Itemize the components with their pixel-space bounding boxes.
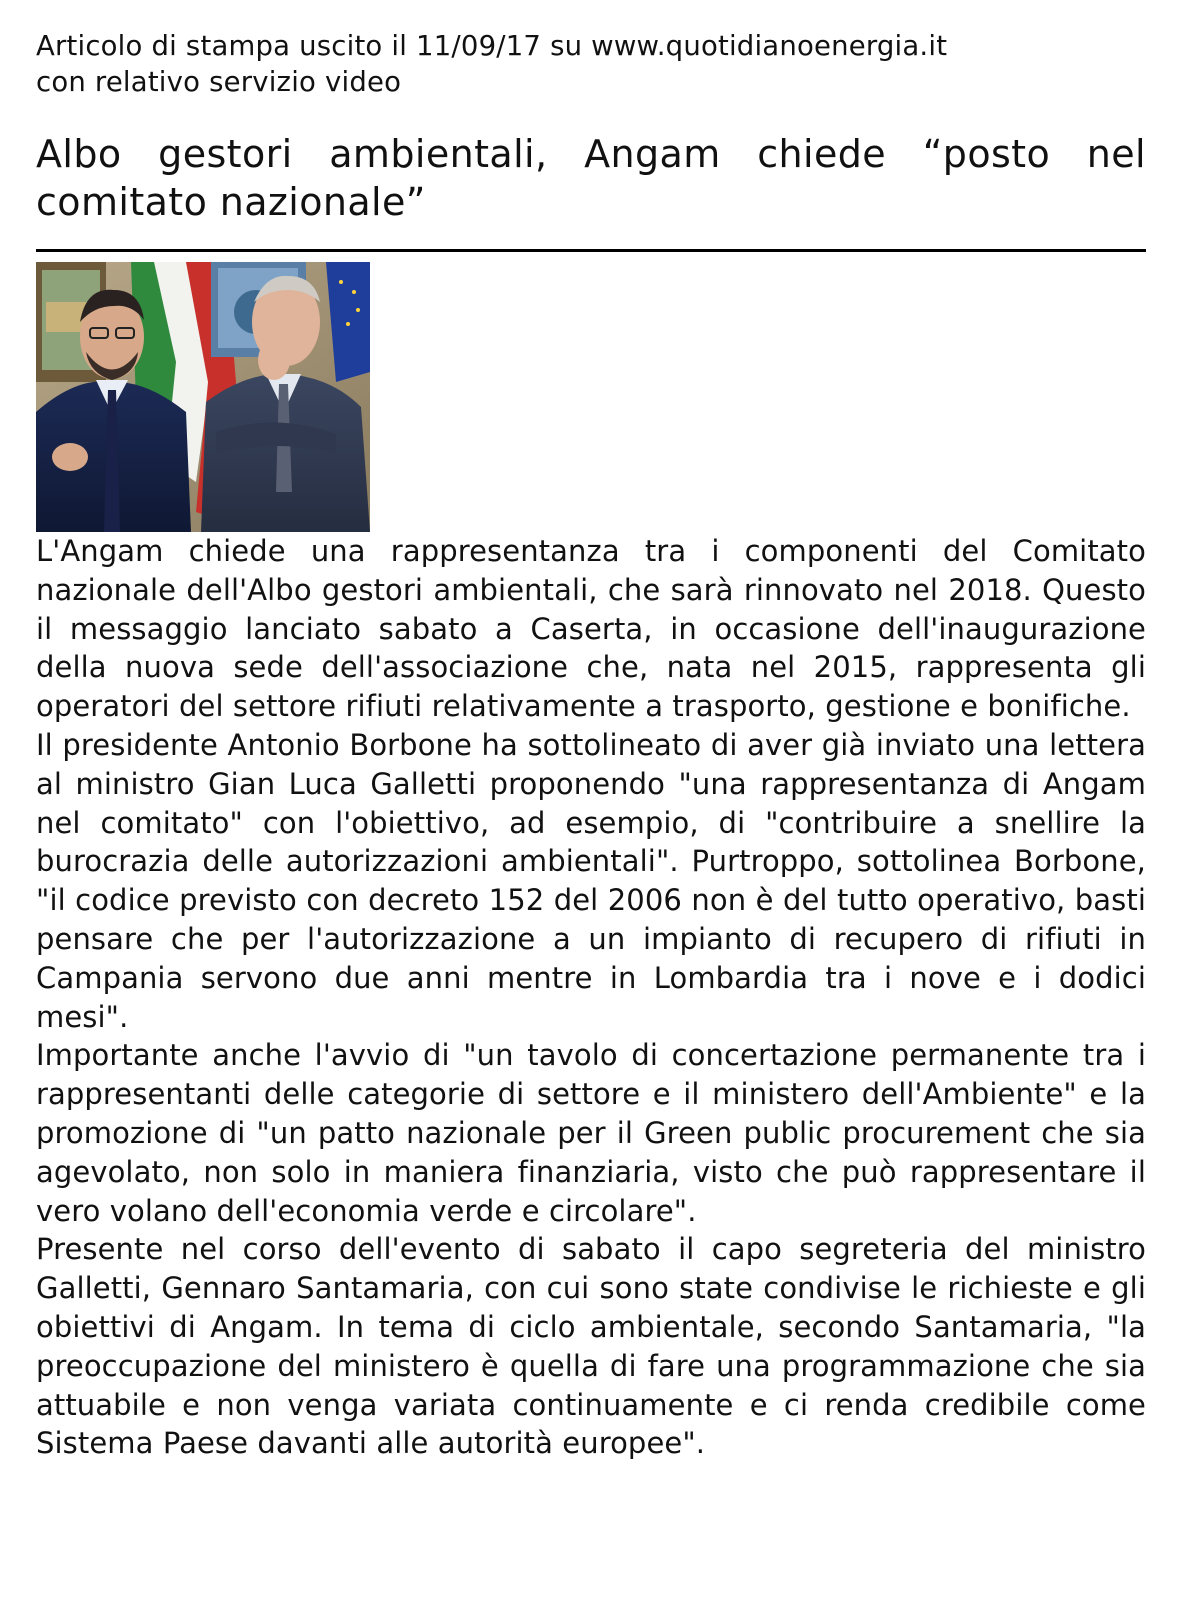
article-paragraph-4: Presente nel corso dell'evento di sabato il capo segreteria del ministro Galletti, Gennaro Santamaria, con cui sono state condivise le richieste e gli obiettivi di Angam. In tema di ciclo ambientale, secondo Santamaria, "la preoccupazione del ministero è quella di fare una programmazione che sia attuabile e non venga variata continuamente e ci renda credibile come Sistema Paese davanti alle autorità europee". [36, 1232, 1146, 1461]
publication-note-line1: Articolo di stampa uscito il 11/09/17 su www.quotidianoenergia.it [36, 30, 948, 62]
article-headline: Albo gestori ambientali, Angam chiede “posto nel comitato nazionale” [36, 132, 1146, 224]
article-photo [36, 262, 370, 532]
article-paragraph-2: Il presidente Antonio Borbone ha sottolineato di aver già inviato una lettera al ministro Gian Luca Galletti proponendo "una rappresentanza di Angam nel comitato" con l'obiettivo, ad esempio, di "contribuire a snellire la burocrazia delle autorizzazioni ambientali". Purtroppo, sottolinea Borbone, "il codice previsto con decreto 152 del 2006 non è del tutto operativo, basti pensare che per l'autorizzazione a un impianto di recupero di rifiuti in Campania servono due anni mentre in Lombardia tra i nove e i dodici mesi". [36, 727, 1146, 1034]
headline-divider [36, 249, 1146, 252]
article-body [36, 532, 1146, 1463]
publication-note [36, 28, 1146, 100]
article-page [36, 28, 1146, 1463]
article-paragraph-3: Importante anche l'avvio di "un tavolo di concertazione permanente tra i rappresentanti delle categorie di settore e il ministero dell'Ambiente" e la promozione di "un patto nazionale per il Green public procurement che sia agevolato, non solo in maniera finanziaria, visto che può rappresentare il vero volano dell'economia verde e circolare". [36, 1038, 1146, 1228]
publication-note-line2: con relativo servizio video [36, 66, 402, 98]
article-paragraph-1: L'Angam chiede una rappresentanza tra i componenti del Comitato nazionale dell'Albo gestori ambientali, che sarà rinnovato nel 2018. Questo il messaggio lanciato sabato a Caserta, in occasione dell'inaugurazione della nuova sede dell'associazione che, nata nel 2015, rappresenta gli operatori del settore rifiuti relativamente a trasporto, gestione e bonifiche. [36, 534, 1146, 724]
